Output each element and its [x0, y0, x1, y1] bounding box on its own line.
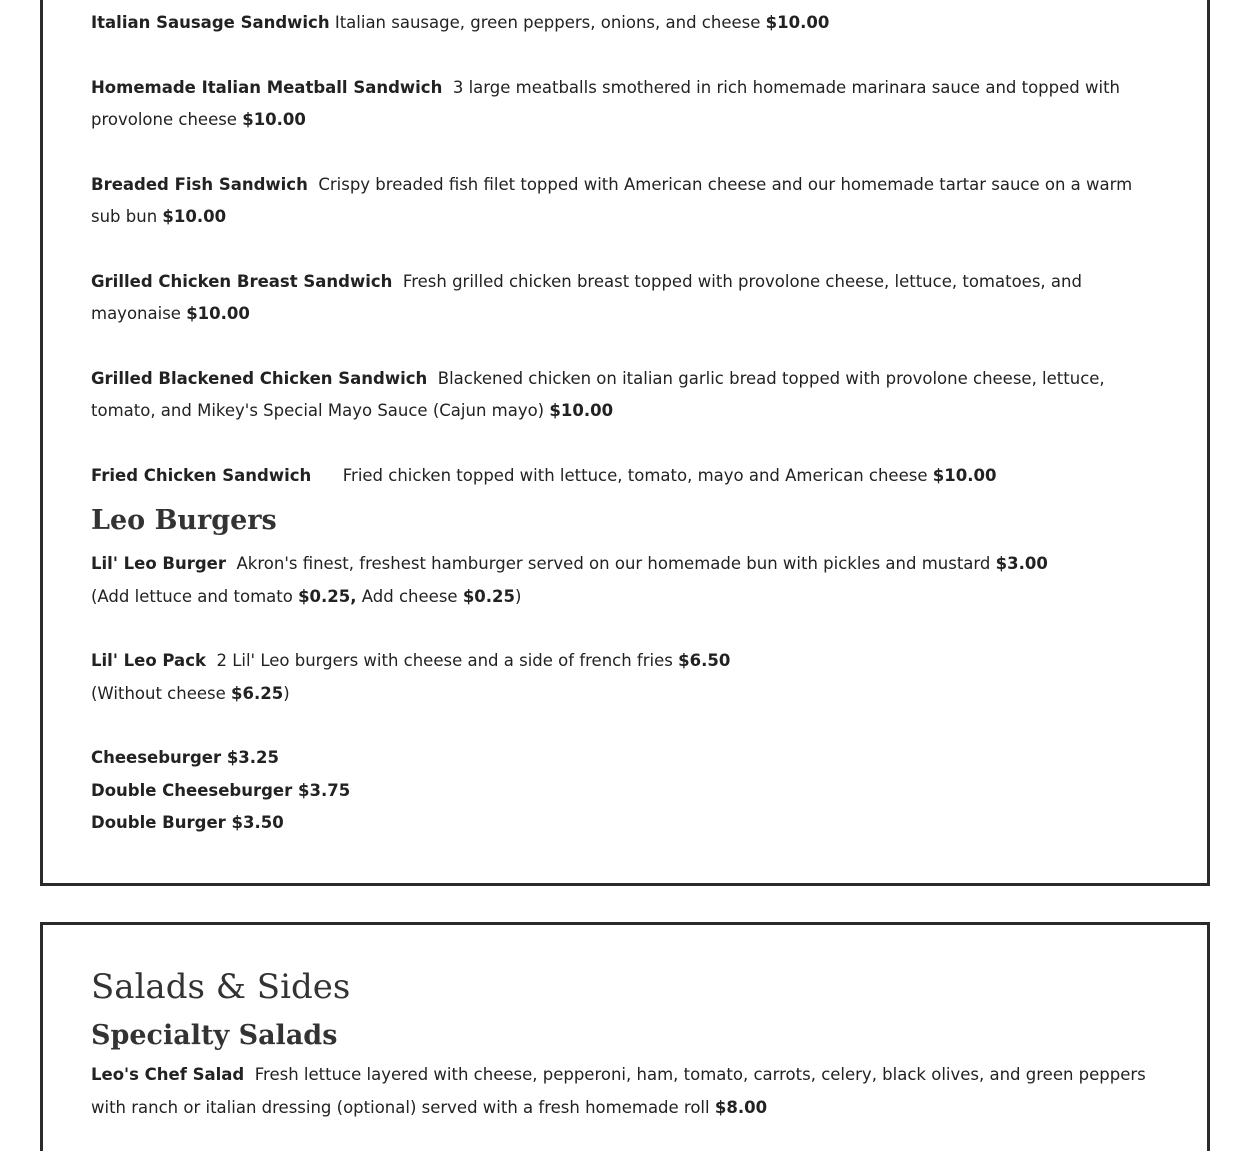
- item-name: Lil' Leo Pack: [91, 651, 206, 670]
- sandwiches-burgers-content: [91, 7, 1159, 840]
- note-text: ): [283, 683, 290, 703]
- menu-item-blackened-chicken: [91, 363, 1159, 428]
- item-name: Grilled Blackened Chicken Sandwich: [91, 368, 428, 388]
- menu-item-lil-leo-burger: [91, 548, 1159, 581]
- item-name: Fried Chicken Sandwich: [91, 465, 312, 485]
- addon-price: $0.25: [462, 586, 516, 606]
- item-desc: Fried chicken topped with lettuce, tomato, mayo and American cheese: [342, 465, 928, 485]
- addon-price: $0.25,: [298, 586, 357, 606]
- item-name: Leo's Chef Salad: [91, 1065, 245, 1084]
- item-price: $10.00: [549, 401, 614, 420]
- item-price: $3.00: [995, 554, 1048, 573]
- lil-leo-pack-note: [91, 678, 1159, 711]
- menu-item-lil-leo-pack: [91, 645, 1159, 678]
- item-price: $10.00: [162, 207, 227, 226]
- addon-text: Add cheese: [361, 586, 458, 606]
- addon-text: (Add lettuce and tomato: [91, 586, 293, 606]
- addon-text: ): [515, 586, 522, 606]
- note-price: $6.25: [231, 683, 284, 703]
- item-price: $10.00: [242, 110, 306, 129]
- sandwiches-burgers-panel: [40, 0, 1210, 886]
- salads-sides-title: Salads & Sides: [91, 967, 351, 1007]
- menu-item-meatball: [91, 72, 1159, 137]
- menu-item-double-burger: Double Burger $3.50: [91, 813, 284, 832]
- salads-sides-panel: [40, 922, 1210, 1151]
- item-name: Breaded Fish Sandwich: [91, 174, 308, 194]
- item-name: Italian Sausage Sandwich: [91, 13, 330, 32]
- item-name: Lil' Leo Burger: [91, 554, 227, 573]
- menu-item-grilled-chicken: [91, 266, 1159, 331]
- salads-sides-content: [91, 967, 1159, 1124]
- item-price: $10.00: [186, 304, 250, 323]
- menu-item-fried-chicken: [91, 460, 1159, 493]
- item-price: $10.00: [932, 465, 997, 485]
- item-desc: Italian sausage, green peppers, onions, and cheese: [334, 13, 761, 32]
- item-price: $8.00: [714, 1097, 768, 1117]
- specialty-salads-heading: Specialty Salads: [91, 1020, 338, 1051]
- item-desc: Blackened chicken on italian garlic bread topped with provolone cheese, lettuce, tomato, and Mikey's Special Mayo Sauce (Cajun mayo): [91, 368, 1105, 420]
- menu-item-italian-sausage: [91, 7, 1159, 40]
- leo-burgers-heading: Leo Burgers: [91, 505, 277, 536]
- item-desc: Fresh lettuce layered with cheese, pepperoni, ham, tomato, carrots, celery, black olives, and green peppers with ranch or italian dressing (optional) served with a fresh homemade roll: [91, 1065, 1146, 1117]
- item-desc: 3 large meatballs smothered in rich homemade marinara sauce and topped with provolone cheese: [91, 77, 1121, 129]
- menu-item-chef-salad: [91, 1059, 1159, 1124]
- item-price: $10.00: [765, 13, 830, 32]
- item-desc: Crispy breaded fish filet topped with American cheese and our homemade tartar sauce on a warm sub bun: [91, 174, 1133, 226]
- item-name: Homemade Italian Meatball Sandwich: [91, 77, 443, 97]
- item-desc: Akron's finest, freshest hamburger served on our homemade bun with pickles and mustard: [236, 554, 991, 573]
- item-name: Grilled Chicken Breast Sandwich: [91, 271, 393, 291]
- menu-item-breaded-fish: [91, 169, 1159, 234]
- note-text: (Without cheese: [91, 683, 226, 703]
- item-desc: Fresh grilled chicken breast topped with provolone cheese, lettuce, tomatoes, and mayonaise: [91, 271, 1082, 323]
- item-price: $6.50: [678, 651, 731, 670]
- lil-leo-addons: [91, 581, 1159, 614]
- menu-item-cheeseburger: Cheeseburger $3.25: [91, 748, 280, 767]
- item-desc: 2 Lil' Leo burgers with cheese and a side of french fries: [216, 651, 673, 670]
- menu-item-double-cheeseburger: Double Cheeseburger $3.75: [91, 780, 351, 800]
